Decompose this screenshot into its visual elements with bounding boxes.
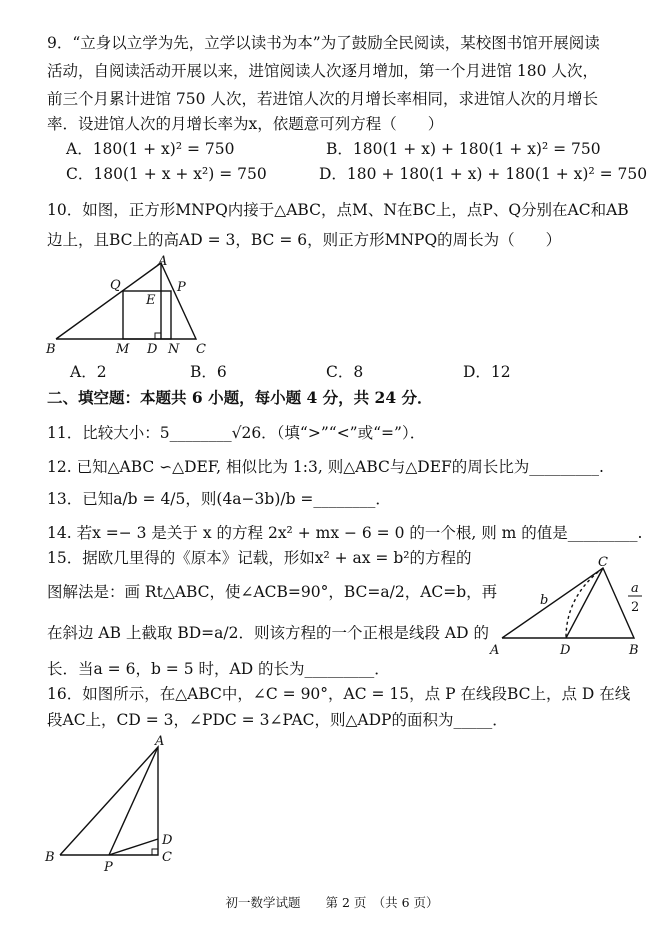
section-heading-fill-in: 二、填空题：本题共 6 小题，每小题 4 分，共 24 分． [47, 388, 433, 407]
q12: 12. 已知△ABC ∽△DEF, 相似比为 1:3, 则△ABC与△DEF的周长比为_________. [47, 458, 604, 476]
q10-line-2: 边上，且BC上的高AD = 3，BC = 6，则正方形MNPQ的周长为（ ） [47, 231, 562, 249]
q10-figure [40, 254, 220, 356]
q11: 11．比较大小：5________√26．（填“>”“<”或“=”）． [47, 424, 426, 442]
q10-option-a: A．2 [70, 363, 107, 381]
q16-segment-pd [109, 839, 158, 855]
q15-label-a-numerator: a [631, 581, 639, 596]
q15-triangle [502, 568, 634, 638]
q10-option-d: D．12 [463, 363, 511, 381]
q16-label-a: A [155, 734, 165, 749]
q16-figure [40, 731, 200, 881]
q9-line-1: 9．“立身以立学为先，立学以读书为本”为了鼓励全民阅读，某校图书馆开展阅读 [47, 34, 600, 52]
q15-label-c: C [598, 556, 608, 570]
q16-segment-ap [109, 747, 158, 855]
q9-option-b: B．180(1 + x) + 180(1 + x)² = 750 [326, 140, 601, 158]
q16-label-d: D [162, 833, 173, 848]
q16-line-1: 16．如图所示，在△ABC中，∠C = 90°，AC = 15，点 P 在线段BC上，点 D 在线 [47, 685, 631, 703]
q16-right-angle-mark [152, 849, 158, 855]
q15-line-1: 15．据欧几里得的《原本》记载，形如x² + ax = b²的方程的 [47, 549, 472, 567]
page-footer: 初一数学试题 第 2 页 （共 6 页） [225, 895, 439, 910]
q9-option-d: D．180 + 180(1 + x) + 180(1 + x)² = 750 [319, 165, 648, 183]
q15-label-b-side: b [540, 593, 549, 608]
q10-label-n: N [168, 342, 180, 356]
q15-figure [486, 556, 650, 660]
q10-option-b: B．6 [190, 363, 227, 381]
q14: 14. 若x =− 3 是关于 x 的方程 2x² + mx − 6 = 0 的一个根, 则 m 的值是_________. [47, 524, 643, 542]
q9-line-3: 前三个月累计进馆 750 人次，若进馆人次的月增长率相同，求进馆人次的月增长 [47, 90, 598, 108]
q16-triangle [60, 747, 158, 855]
q16-label-c: C [162, 850, 172, 865]
q15-label-d: D [560, 643, 571, 658]
q10-label-d: D [147, 342, 158, 356]
q10-line-1: 10．如图，正方形MNPQ内接于△ABC，点M、N在BC上，点P、Q分别在AC和AB [47, 201, 629, 219]
q15-label-2-denominator: 2 [631, 600, 640, 615]
q16-line-2: 段AC上，CD = 3，∠PDC = 3∠PAC，则△ADP的面积为_____． [47, 711, 508, 729]
q10-label-p: P [177, 280, 186, 295]
q10-option-c: C．8 [326, 363, 364, 381]
q15-label-a: A [490, 643, 500, 658]
q13: 13．已知a/b = 4/5，则(4a−3b)/b =________． [47, 490, 391, 508]
q10-right-angle-mark [155, 333, 161, 339]
q10-label-e: E [146, 293, 156, 308]
q10-label-c: C [196, 342, 206, 356]
q9-line-2: 活动，自阅读活动开展以来，进馆阅读人次逐月增加，第一个月进馆 180 人次， [47, 62, 598, 80]
q9-option-c: C．180(1 + x + x²) = 750 [66, 165, 267, 183]
q9-line-4: 率．设进馆人次的月增长率为x，依题意可列方程（ ） [47, 115, 444, 133]
q15-line-4: 长．当a = 6，b = 5 时，AD 的长为_________． [47, 660, 390, 678]
q10-label-b: B [46, 342, 56, 356]
q15-label-b: B [629, 643, 639, 658]
q15-line-2: 图解法是：画 Rt△ABC，使∠ACB=90°，BC=a/2，AC=b，再 [47, 583, 498, 601]
q16-label-b: B [45, 850, 55, 865]
q10-triangle [56, 263, 196, 339]
q10-label-q: Q [110, 278, 121, 293]
q10-label-a: A [158, 254, 168, 269]
q10-label-m: M [116, 342, 130, 356]
q16-label-p: P [104, 860, 113, 875]
q15-segment-cd [566, 568, 603, 638]
q15-line-3: 在斜边 AB 上截取 BD=a/2．则该方程的一个正根是线段 AD 的 [47, 624, 489, 642]
q9-option-a: A．180(1 + x)² = 750 [66, 140, 235, 158]
